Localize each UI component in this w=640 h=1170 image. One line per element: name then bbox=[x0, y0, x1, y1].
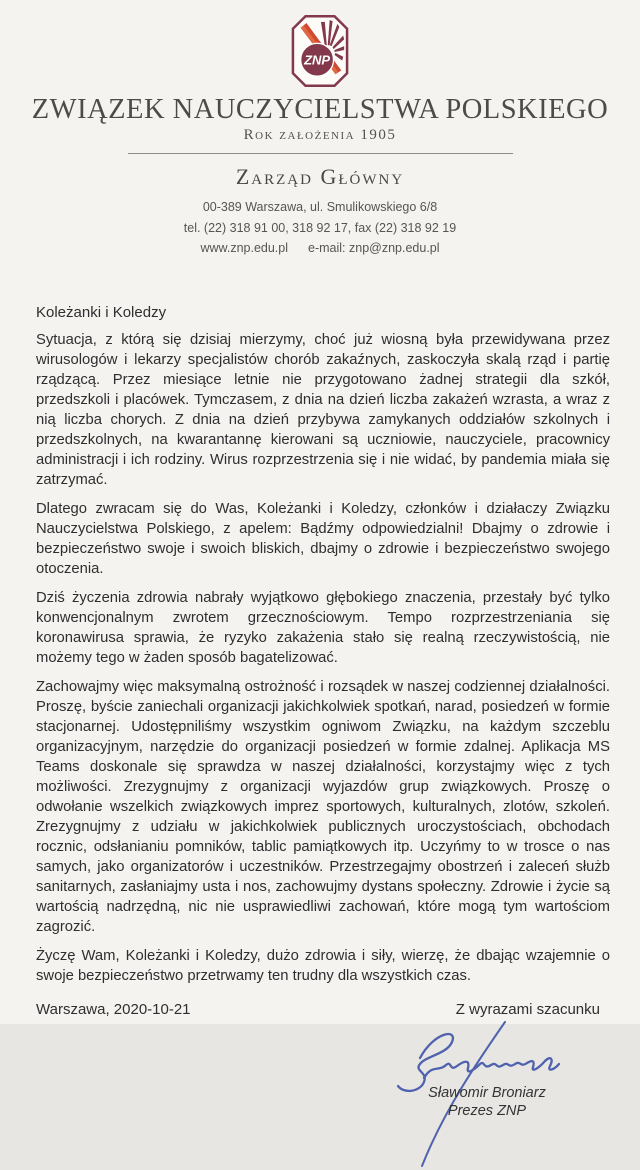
letterhead-divider bbox=[128, 153, 513, 154]
signer-names bbox=[402, 1084, 572, 1120]
founded-year-line: Rok założenia 1905 bbox=[243, 127, 397, 143]
contact-block bbox=[0, 197, 640, 259]
date-closing-row bbox=[36, 1001, 610, 1018]
letterhead bbox=[0, 0, 640, 259]
paragraph-4: Zachowajmy więc maksymalną ostrożność i rozsądek w naszej codziennej działalności. Proszę, byście zaniechali organizacji jakichkolwiek spotkań, narad, posiedzeń w formie stacjonarnej. Udostępniliśmy wszystkim ogniwom Związku, na każdym szczeblu organizacyjnym, narzędzie do organizacji posiedzeń w formie zdalnej. Aplikacja MS Teams doskonale się sprawdza w naszej działalności, korzystajmy więc z tych możliwości. Zrezygnujmy z organizacji wyjazdów grup związkowych. Proszę o odwołanie wszelkich związkowych imprez sportowych, kulturalnych, zlotów, szkoleń. Zrezygnujmy z udziału w jakichkolwiek publicznych uroczystościach, obchodach rocznic, odsłanianiu pomników, tablic pamiątkowych itp. Uczyńmy to w trosce o nas samych, jako organizatorów i uczestników. Przestrzegajmy obostrzeń i zaleceń służb sanitarnych, zasłaniajmy usta i nos, zachowujmy dystans społeczny. Zdrowie i życie są wartością nadrzędną, nic nie usprawiedliwi zachowań, które mogą tym wartościom zagrozić. bbox=[36, 678, 610, 935]
email-text: e-mail: znp@znp.edu.pl bbox=[308, 241, 440, 255]
paragraph-3: Dziś życzenia zdrowia nabrały wyjątkowo głębokiego znaczenia, przestały być tylko konwencjonalnym zwrotem grzecznościowym. Tempo rozprzestrzeniania się koronawirusa sprawia, że ryzyko zakażenia stało się realną rzeczywistością, nie możemy tego w żaden sposób bagatelizować. bbox=[36, 589, 610, 666]
website-text: www.znp.edu.pl bbox=[200, 241, 289, 255]
signer-title: Prezes ZNP bbox=[447, 1102, 527, 1119]
org-name-heading: ZWIĄZEK NAUCZYCIELSTWA POLSKIEGO bbox=[31, 94, 609, 125]
date-place: Warszawa, 2020-10-21 bbox=[36, 1000, 191, 1018]
znp-logo-icon bbox=[291, 14, 349, 88]
paragraph-2: Dlatego zwracam się do Was, Koleżanki i Koledzy, członków i działaczy Związku Nauczycielstwa Polskiego, z apelem: Bądźmy odpowiedzialni! Dbajmy o zdrowie i bezpieczeństwo swoje i swoich bliskich, dbajmy o zdrowie i bezpieczeństwo swojego otoczenia. bbox=[36, 500, 610, 577]
signer-name: Sławomir Broniarz bbox=[428, 1084, 546, 1101]
paragraph-5: Życzę Wam, Koleżanki i Koledzy, dużo zdrowia i siły, wierzę, że dbając wzajemnie o swoje bezpieczeństwo przetrwamy ten trudny dla wszystkich czas. bbox=[36, 947, 610, 984]
letter-body bbox=[0, 304, 640, 1170]
board-name-heading: Zarząd Główny bbox=[235, 164, 405, 189]
closing-phrase: Z wyrazami szacunku bbox=[455, 1000, 600, 1018]
znp-logo bbox=[0, 0, 640, 88]
signature-block bbox=[342, 1020, 582, 1170]
phone-fax-line: tel. (22) 318 91 00, 318 92 17, fax (22) 318 92 19 bbox=[183, 220, 457, 235]
paragraph-1: Sytuacja, z którą się dzisiaj mierzymy, choć już wiosną była przewidywana przez wirusologów i lekarzy specjalistów chorób zakaźnych, zaskoczyła skalą rząd i partię rządzącą. Przez miesiące letnie nie przygotowano żadnej strategii dla szkół, przedszkoli i placówek. Tymczasem, z dnia na dzień liczba zakażeń wzrasta, a wraz z nią liczba chorych. Z dnia na dzień przybywa zamykanych oddziałów szkolnych i przedszkolnych, na kwarantannę kierowani są uczniowie, nauczyciele, pracownicy administracji i ich rodziny. Wirus rozprzestrzenia się i nie widać, by pandemia miała się zatrzymać. bbox=[36, 331, 610, 488]
address-line: 00-389 Warszawa, ul. Smulikowskiego 6/8 bbox=[202, 200, 438, 214]
salutation: Koleżanki i Koledzy bbox=[36, 303, 167, 321]
svg-text:ZNP: ZNP bbox=[304, 52, 331, 68]
web-email-line bbox=[0, 238, 640, 259]
